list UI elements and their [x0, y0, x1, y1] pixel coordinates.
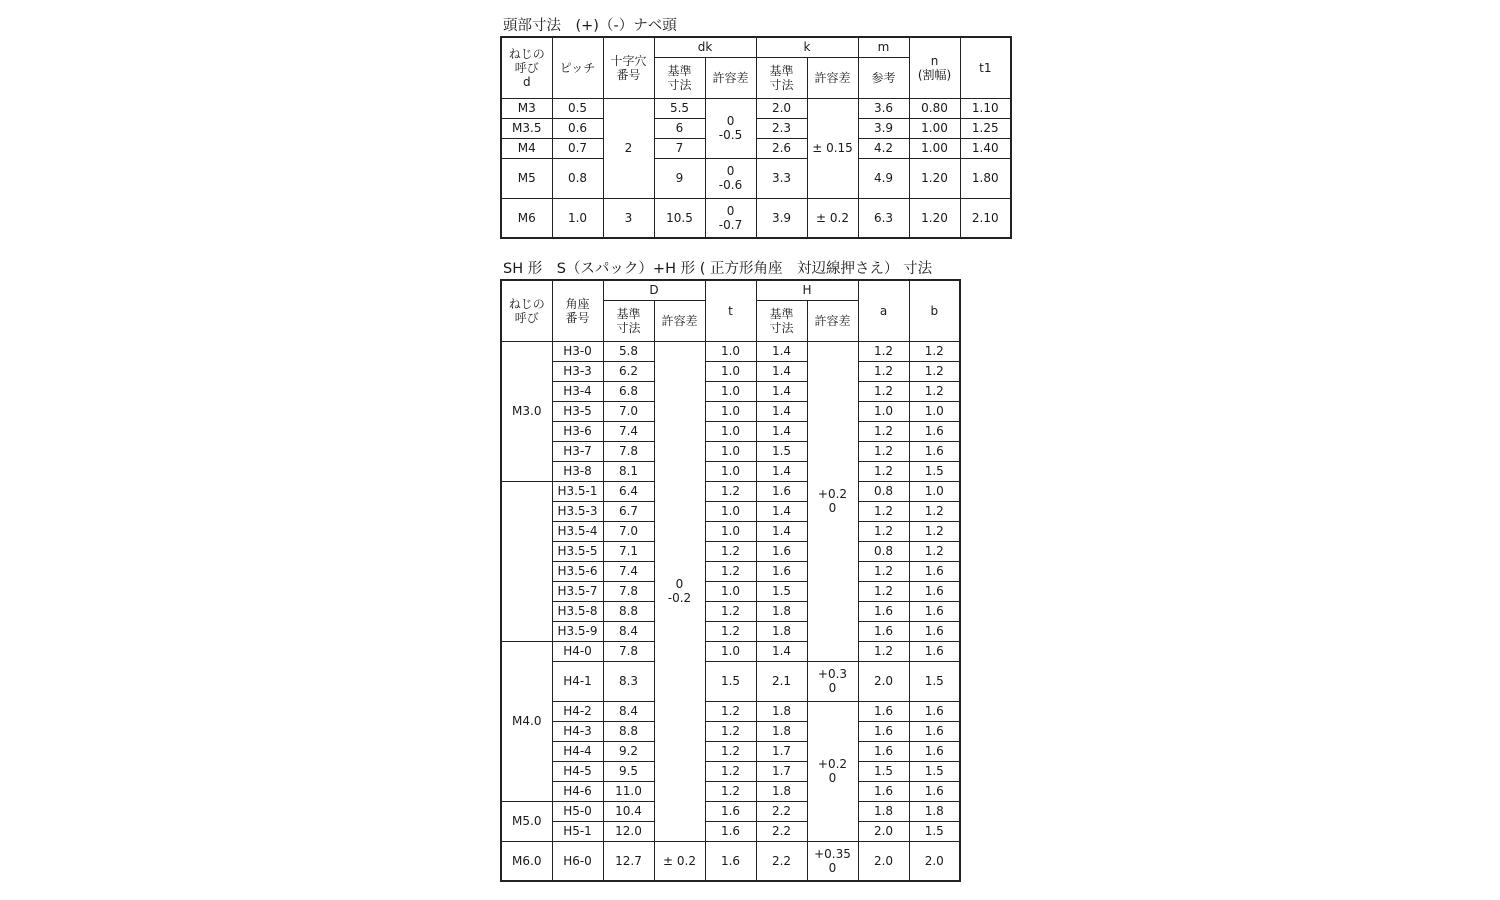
- table-row: [501, 421, 960, 441]
- a-cell: 1.2: [858, 581, 909, 601]
- t-cell: 1.5: [705, 661, 756, 701]
- H-tolerance-cell: +0.35 0: [807, 841, 858, 881]
- H-cell: 2.2: [756, 821, 807, 841]
- H-cell: 2.2: [756, 801, 807, 821]
- cross-no-cell: 3: [603, 198, 654, 238]
- H-cell: 1.4: [756, 421, 807, 441]
- t-cell: 1.6: [705, 801, 756, 821]
- header-nominal: ねじの 呼び d: [501, 37, 552, 98]
- a-cell: 1.2: [858, 641, 909, 661]
- header-n: n (割幅): [909, 37, 960, 98]
- D-cell: 8.3: [603, 661, 654, 701]
- seat-code-cell: H3-6: [552, 421, 603, 441]
- m-cell: 6.3: [858, 198, 909, 238]
- H-cell: 2.1: [756, 661, 807, 701]
- b-cell: 2.0: [909, 841, 960, 881]
- seat-code-cell: H4-0: [552, 641, 603, 661]
- seat-code-cell: H3.5-8: [552, 601, 603, 621]
- t-cell: 1.2: [705, 701, 756, 721]
- t-cell: 1.2: [705, 541, 756, 561]
- t-cell: 1.0: [705, 381, 756, 401]
- dk-tolerance-cell: 0 -0.6: [705, 158, 756, 198]
- b-cell: 1.6: [909, 421, 960, 441]
- header-k-tolerance: 許容差: [807, 57, 858, 98]
- D-cell: 6.4: [603, 481, 654, 501]
- b-cell: 1.5: [909, 761, 960, 781]
- H-cell: 1.5: [756, 581, 807, 601]
- nominal-cell: M3.0: [501, 341, 552, 481]
- D-cell: 7.8: [603, 641, 654, 661]
- H-tolerance-cell: +0.2 0: [807, 701, 858, 841]
- table-row: [501, 341, 960, 361]
- t-cell: 1.2: [705, 741, 756, 761]
- b-cell: 1.6: [909, 581, 960, 601]
- seat-code-cell: H3-4: [552, 381, 603, 401]
- seat-code-cell: H3-3: [552, 361, 603, 381]
- H-cell: 1.8: [756, 781, 807, 801]
- table-row: [501, 381, 960, 401]
- D-cell: 7.8: [603, 441, 654, 461]
- table1-title: 頭部寸法 (+)（-）ナベ頭: [503, 18, 677, 34]
- table-row: [501, 841, 960, 881]
- table2-title: SH 形 S（スパック）+H 形 ( 正方形角座 対辺線押さえ） 寸法: [503, 261, 933, 277]
- nominal-cell: M6.0: [501, 841, 552, 881]
- a-cell: 2.0: [858, 661, 909, 701]
- header-t1: t1: [960, 37, 1011, 98]
- nominal-cell: M4: [501, 138, 552, 158]
- t-cell: 1.0: [705, 521, 756, 541]
- D-cell: 6.7: [603, 501, 654, 521]
- t1-cell: 2.10: [960, 198, 1011, 238]
- m-cell: 4.9: [858, 158, 909, 198]
- b-cell: 1.0: [909, 481, 960, 501]
- table-row: [501, 781, 960, 801]
- a-cell: 1.2: [858, 421, 909, 441]
- seat-code-cell: H3.5-9: [552, 621, 603, 641]
- a-cell: 1.2: [858, 461, 909, 481]
- header-D-tolerance: 許容差: [654, 300, 705, 341]
- a-cell: 1.2: [858, 381, 909, 401]
- pitch-cell: 0.6: [552, 118, 603, 138]
- b-cell: 1.2: [909, 541, 960, 561]
- n-cell: 1.00: [909, 138, 960, 158]
- nominal-cell: M3: [501, 98, 552, 118]
- table-row: [501, 601, 960, 621]
- pitch-cell: 0.7: [552, 138, 603, 158]
- b-cell: 1.5: [909, 821, 960, 841]
- H-cell: 1.4: [756, 501, 807, 521]
- header-k-basic: 基準 寸法: [756, 57, 807, 98]
- nominal-cell: M3.5: [501, 118, 552, 138]
- t-cell: 1.0: [705, 581, 756, 601]
- D-cell: 8.1: [603, 461, 654, 481]
- k-cell: 3.3: [756, 158, 807, 198]
- seat-code-cell: H5-1: [552, 821, 603, 841]
- dk-cell: 7: [654, 138, 705, 158]
- nominal-cell: M4.0: [501, 641, 552, 801]
- a-cell: 1.6: [858, 721, 909, 741]
- D-cell: 11.0: [603, 781, 654, 801]
- k-tolerance-cell: ± 0.15: [807, 98, 858, 198]
- header-a: a: [858, 280, 909, 341]
- H-cell: 1.8: [756, 721, 807, 741]
- t-cell: 1.2: [705, 621, 756, 641]
- a-cell: 1.6: [858, 701, 909, 721]
- H-cell: 2.2: [756, 841, 807, 881]
- header-pitch: ピッチ: [552, 37, 603, 98]
- D-cell: 8.4: [603, 621, 654, 641]
- table-row: [501, 721, 960, 741]
- pitch-cell: 0.5: [552, 98, 603, 118]
- table-row: [501, 701, 960, 721]
- t-cell: 1.6: [705, 841, 756, 881]
- b-cell: 1.6: [909, 641, 960, 661]
- seat-code-cell: H4-2: [552, 701, 603, 721]
- table-row: [501, 741, 960, 761]
- table-row: [501, 641, 960, 661]
- header-seat-no: 角座 番号: [552, 280, 603, 341]
- a-cell: 1.2: [858, 521, 909, 541]
- D-cell: 7.4: [603, 561, 654, 581]
- H-cell: 1.5: [756, 441, 807, 461]
- b-cell: 1.2: [909, 501, 960, 521]
- dk-cell: 10.5: [654, 198, 705, 238]
- header-dk-tolerance: 許容差: [705, 57, 756, 98]
- b-cell: 1.6: [909, 601, 960, 621]
- pitch-cell: 1.0: [552, 198, 603, 238]
- H-cell: 1.7: [756, 741, 807, 761]
- n-cell: 1.20: [909, 158, 960, 198]
- t-cell: 1.0: [705, 421, 756, 441]
- D-cell: 6.8: [603, 381, 654, 401]
- a-cell: 1.2: [858, 441, 909, 461]
- table-row: [501, 821, 960, 841]
- t-cell: 1.2: [705, 761, 756, 781]
- t-cell: 1.2: [705, 561, 756, 581]
- a-cell: 0.8: [858, 481, 909, 501]
- table-row: [501, 621, 960, 641]
- m-cell: 4.2: [858, 138, 909, 158]
- header-m: m: [858, 37, 909, 57]
- t1-cell: 1.80: [960, 158, 1011, 198]
- seat-code-cell: H3.5-4: [552, 521, 603, 541]
- t-cell: 1.0: [705, 341, 756, 361]
- a-cell: 1.0: [858, 401, 909, 421]
- table-row: [501, 158, 1011, 198]
- H-cell: 1.6: [756, 481, 807, 501]
- H-cell: 1.8: [756, 701, 807, 721]
- header-nominal: ねじの 呼び: [501, 280, 552, 341]
- seat-code-cell: H3.5-7: [552, 581, 603, 601]
- b-cell: 1.6: [909, 441, 960, 461]
- header-D: D: [603, 280, 705, 300]
- t1-cell: 1.25: [960, 118, 1011, 138]
- D-cell: 12.0: [603, 821, 654, 841]
- header-dk: dk: [654, 37, 756, 57]
- seat-code-cell: H3.5-1: [552, 481, 603, 501]
- n-cell: 1.20: [909, 198, 960, 238]
- seat-code-cell: H4-5: [552, 761, 603, 781]
- nominal-cell: [501, 481, 552, 641]
- header-m-reference: 参考: [858, 57, 909, 98]
- k-tolerance-cell: ± 0.2: [807, 198, 858, 238]
- D-cell: 7.0: [603, 521, 654, 541]
- a-cell: 2.0: [858, 841, 909, 881]
- header-b: b: [909, 280, 960, 341]
- a-cell: 1.2: [858, 341, 909, 361]
- D-cell: 9.2: [603, 741, 654, 761]
- D-cell: 8.4: [603, 701, 654, 721]
- D-cell: 7.0: [603, 401, 654, 421]
- a-cell: 2.0: [858, 821, 909, 841]
- seat-code-cell: H3.5-5: [552, 541, 603, 561]
- table-row: [501, 361, 960, 381]
- t1-cell: 1.10: [960, 98, 1011, 118]
- H-cell: 1.4: [756, 401, 807, 421]
- t-cell: 1.2: [705, 781, 756, 801]
- t-cell: 1.2: [705, 481, 756, 501]
- nominal-cell: M6: [501, 198, 552, 238]
- table-row: [501, 118, 1011, 138]
- t-cell: 1.0: [705, 461, 756, 481]
- b-cell: 1.6: [909, 741, 960, 761]
- table-row: [501, 441, 960, 461]
- header-cross-recess-no: 十字穴 番号: [603, 37, 654, 98]
- k-cell: 2.3: [756, 118, 807, 138]
- table-row: [501, 661, 960, 701]
- b-cell: 1.6: [909, 621, 960, 641]
- k-cell: 2.0: [756, 98, 807, 118]
- a-cell: 1.2: [858, 561, 909, 581]
- b-cell: 1.6: [909, 561, 960, 581]
- seat-code-cell: H3-7: [552, 441, 603, 461]
- D-cell: 8.8: [603, 601, 654, 621]
- b-cell: 1.2: [909, 521, 960, 541]
- t-cell: 1.0: [705, 501, 756, 521]
- seat-code-cell: H3.5-6: [552, 561, 603, 581]
- D-cell: 6.2: [603, 361, 654, 381]
- H-tolerance-cell: +0.3 0: [807, 661, 858, 701]
- table-row: [501, 521, 960, 541]
- H-cell: 1.4: [756, 521, 807, 541]
- seat-code-cell: H3.5-3: [552, 501, 603, 521]
- a-cell: 1.6: [858, 601, 909, 621]
- D-cell: 10.4: [603, 801, 654, 821]
- H-tolerance-cell: +0.2 0: [807, 341, 858, 661]
- table-row: [501, 761, 960, 781]
- a-cell: 1.5: [858, 761, 909, 781]
- b-cell: 1.2: [909, 381, 960, 401]
- t-cell: 1.0: [705, 641, 756, 661]
- table-row: [501, 138, 1011, 158]
- seat-code-cell: H4-1: [552, 661, 603, 701]
- D-cell: 7.4: [603, 421, 654, 441]
- header-H-basic: 基準 寸法: [756, 300, 807, 341]
- H-cell: 1.6: [756, 541, 807, 561]
- table-row: [501, 501, 960, 521]
- seat-code-cell: H3-5: [552, 401, 603, 421]
- b-cell: 1.2: [909, 361, 960, 381]
- a-cell: 1.6: [858, 781, 909, 801]
- seat-code-cell: H4-3: [552, 721, 603, 741]
- D-tolerance-cell: 0 -0.2: [654, 341, 705, 841]
- H-cell: 1.4: [756, 341, 807, 361]
- pan-head-dimensions-table: [500, 36, 1012, 239]
- t1-cell: 1.40: [960, 138, 1011, 158]
- a-cell: 1.6: [858, 741, 909, 761]
- k-cell: 2.6: [756, 138, 807, 158]
- t-cell: 1.0: [705, 361, 756, 381]
- header-D-basic: 基準 寸法: [603, 300, 654, 341]
- b-cell: 1.5: [909, 661, 960, 701]
- D-tolerance-cell: ± 0.2: [654, 841, 705, 881]
- header-dk-basic: 基準 寸法: [654, 57, 705, 98]
- t-cell: 1.6: [705, 821, 756, 841]
- dk-cell: 6: [654, 118, 705, 138]
- t-cell: 1.0: [705, 441, 756, 461]
- a-cell: 0.8: [858, 541, 909, 561]
- H-cell: 1.4: [756, 641, 807, 661]
- table-row: [501, 198, 1011, 238]
- n-cell: 1.00: [909, 118, 960, 138]
- H-cell: 1.8: [756, 621, 807, 641]
- k-cell: 3.9: [756, 198, 807, 238]
- H-cell: 1.8: [756, 601, 807, 621]
- pitch-cell: 0.8: [552, 158, 603, 198]
- b-cell: 1.0: [909, 401, 960, 421]
- D-cell: 7.1: [603, 541, 654, 561]
- a-cell: 1.6: [858, 621, 909, 641]
- t-cell: 1.0: [705, 401, 756, 421]
- a-cell: 1.2: [858, 361, 909, 381]
- table-row: [501, 561, 960, 581]
- b-cell: 1.5: [909, 461, 960, 481]
- header-H-tolerance: 許容差: [807, 300, 858, 341]
- dk-tolerance-cell: 0 -0.7: [705, 198, 756, 238]
- square-seat-dimensions-table: [500, 279, 961, 882]
- b-cell: 1.2: [909, 341, 960, 361]
- b-cell: 1.8: [909, 801, 960, 821]
- header-k: k: [756, 37, 858, 57]
- header-t: t: [705, 280, 756, 341]
- seat-code-cell: H3-0: [552, 341, 603, 361]
- table-row: [501, 541, 960, 561]
- dk-cell: 9: [654, 158, 705, 198]
- D-cell: 7.8: [603, 581, 654, 601]
- b-cell: 1.6: [909, 701, 960, 721]
- seat-code-cell: H4-4: [552, 741, 603, 761]
- table-row: [501, 801, 960, 821]
- m-cell: 3.6: [858, 98, 909, 118]
- seat-code-cell: H3-8: [552, 461, 603, 481]
- a-cell: 1.2: [858, 501, 909, 521]
- a-cell: 1.8: [858, 801, 909, 821]
- H-cell: 1.4: [756, 461, 807, 481]
- H-cell: 1.4: [756, 361, 807, 381]
- H-cell: 1.7: [756, 761, 807, 781]
- table-row: [501, 481, 960, 501]
- D-cell: 9.5: [603, 761, 654, 781]
- H-cell: 1.4: [756, 381, 807, 401]
- b-cell: 1.6: [909, 721, 960, 741]
- dk-tolerance-cell: 0 -0.5: [705, 98, 756, 158]
- H-cell: 1.6: [756, 561, 807, 581]
- seat-code-cell: H4-6: [552, 781, 603, 801]
- D-cell: 8.8: [603, 721, 654, 741]
- b-cell: 1.6: [909, 781, 960, 801]
- m-cell: 3.9: [858, 118, 909, 138]
- nominal-cell: M5: [501, 158, 552, 198]
- header-H: H: [756, 280, 858, 300]
- table-row: [501, 581, 960, 601]
- D-cell: 12.7: [603, 841, 654, 881]
- n-cell: 0.80: [909, 98, 960, 118]
- table-row: [501, 98, 1011, 118]
- D-cell: 5.8: [603, 341, 654, 361]
- cross-no-cell: 2: [603, 98, 654, 198]
- seat-code-cell: H5-0: [552, 801, 603, 821]
- table-row: [501, 401, 960, 421]
- t-cell: 1.2: [705, 721, 756, 741]
- seat-code-cell: H6-0: [552, 841, 603, 881]
- dk-cell: 5.5: [654, 98, 705, 118]
- nominal-cell: M5.0: [501, 801, 552, 841]
- table-row: [501, 461, 960, 481]
- t-cell: 1.2: [705, 601, 756, 621]
